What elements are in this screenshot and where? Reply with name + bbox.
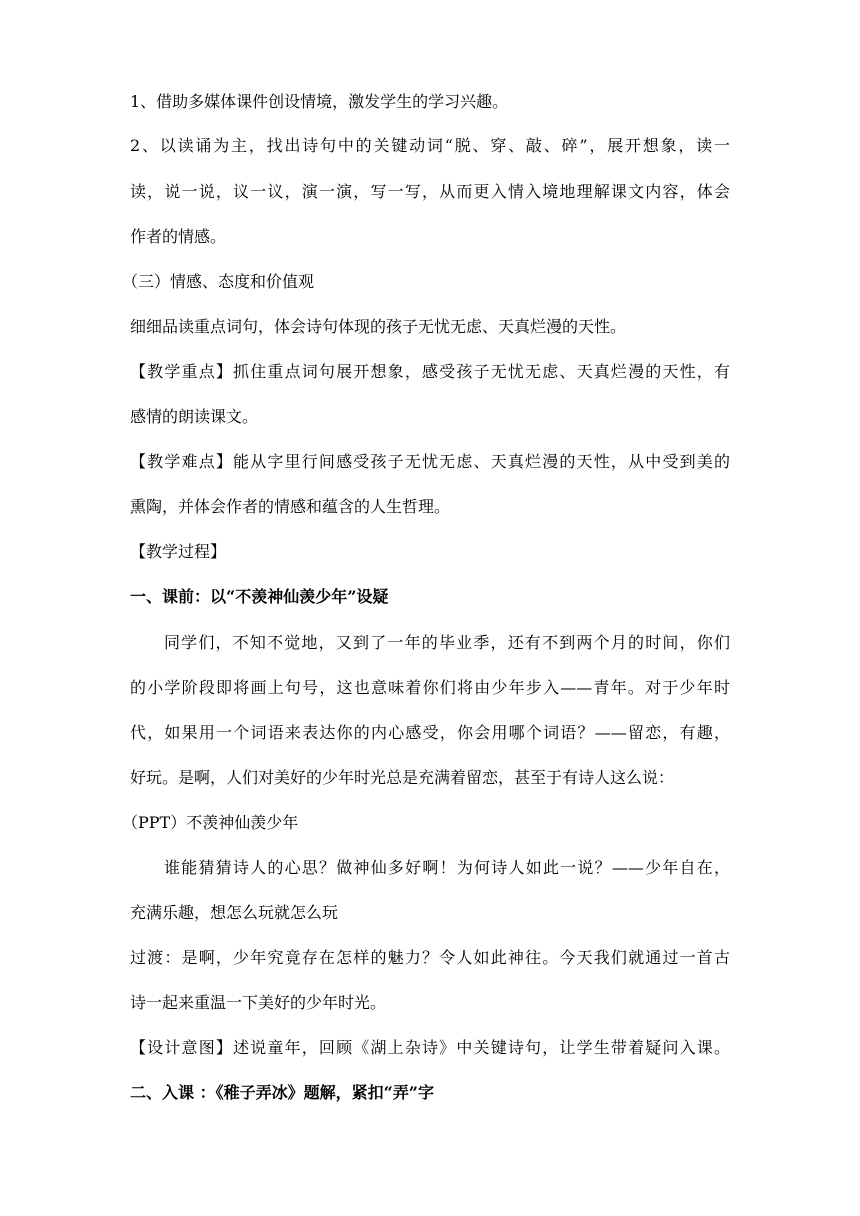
text-line: 1、借助多媒体课件创设情境，激发学生的学习兴趣。 <box>130 92 509 111</box>
text-line: 感情的朗读课文。 <box>130 407 259 426</box>
text-line: 【设计意图】述说童年，回顾《湖上杂诗》中关键诗句，让学生带着疑问入课。 <box>130 1038 730 1057</box>
text-line: 同学们，不知不觉地，又到了一年的毕业季，还有不到两个月的时间，你们 <box>164 633 730 652</box>
text-line: 【教学重点】抓住重点词句展开想象，感受孩子无忧无虑、天真烂漫的天性，有 <box>130 362 730 381</box>
text-line: 作者的情感。 <box>130 227 227 246</box>
section-heading: 二、入课 ：《稚子弄冰》题解，紧扣“弄”字 <box>130 1083 434 1102</box>
section-heading: （三）情感、态度和价值观 <box>122 272 315 291</box>
text-line: （PPT）不羡神仙羡少年 <box>122 813 299 832</box>
text-line: 谁能猜猜诗人的心思？做神仙多好啊！为何诗人如此一说？——少年自在， <box>164 858 730 877</box>
text-line: 2、以读诵为主，找出诗句中的关键动词“脱、穿、敲、碎”，展开想象，读一 <box>130 136 730 155</box>
text-line: 【教学难点】能从字里行间感受孩子无忧无虑、天真烂漫的天性，从中受到美的 <box>130 452 730 471</box>
text-line: 代，如果用一个词语来表达你的内心感受，你会用哪个词语？——留恋，有趣， <box>130 723 730 742</box>
text-line: 细细品读重点词句，体会诗句体现的孩子无忧无虑、天真烂漫的天性。 <box>130 317 627 336</box>
text-line: 熏陶，并体会作者的情感和蕴含的人生哲理。 <box>130 497 451 516</box>
text-line: 的小学阶段即将画上句号，这也意味着你们将由少年步入——青年。对于少年时 <box>130 678 730 697</box>
text-line: 好玩。是啊，人们对美好的少年时光总是充满着留恋，甚至于有诗人这么说： <box>130 768 675 787</box>
section-heading: 【教学过程】 <box>130 542 227 561</box>
text-line: 过渡：是啊，少年究竟存在怎样的魅力？令人如此神往。今天我们就通过一首古 <box>130 948 730 967</box>
text-line: 读，说一说，议一议，演一演，写一写，从而更入情入境地理解课文内容，体会 <box>130 182 730 201</box>
text-line: 诗一起来重温一下美好的少年时光。 <box>130 993 387 1012</box>
section-heading: 一、课前：以“不羡神仙羡少年”设疑 <box>130 587 389 606</box>
text-line: 充满乐趣，想怎么玩就怎么玩 <box>130 903 339 922</box>
